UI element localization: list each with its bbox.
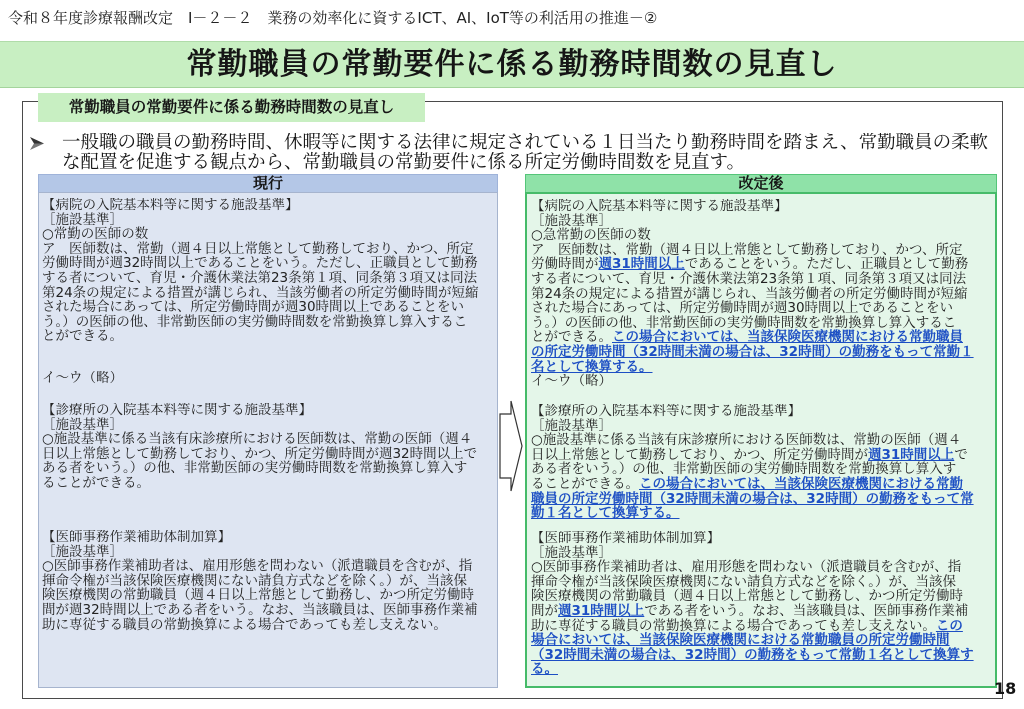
text-line: ある者をいう。）の他、非常勤医師の実労働時間数を常勤換算し算入す [531, 461, 957, 478]
text-line: ［施設基準］ [531, 417, 612, 434]
text-line: 助に専従する職員の常勤換算による場合であっても差し支えない。 [42, 616, 447, 633]
text-line: ○施設基準に係る当該有床診療所における医師数は、常勤の医師（週４ [42, 431, 473, 448]
text-line: ○医師事務作業補助者は、雇用形態を問わない（派遣職員を含むが、指 [531, 559, 962, 576]
text-line: 間が週32時間以上である者をいう。なお、当該職員は、医師事務作業補 [42, 601, 478, 618]
text-line: ア 医師数は、常勤（週４日以上常態として勤務しており、かつ、所定 [42, 240, 474, 257]
summary-text [62, 133, 1012, 173]
text-line: された場合にあっては、所定労働時間が週30時間以上であることをい [531, 300, 954, 317]
revised-highlight-text: 場合においては、当該保険医療機関における常勤職員の所定労働時間 [531, 632, 950, 649]
text-line [531, 330, 993, 345]
current-clerk-support-standards [42, 530, 495, 632]
text-line: 第24条の規定による措置が講じられ、当該労働者の所定労働時間が短縮 [42, 284, 479, 301]
revised-highlight-text: 週31時間以上 [598, 256, 685, 273]
text-line: 揮命令権が当該保険医療機関にない請負方式などを除く。）が、当該保 [531, 573, 956, 590]
text-line [531, 492, 993, 507]
text-line: ［施設基準］ [42, 416, 123, 433]
revised-highlight-text: （32時間未満の場合は、32時間）の勤務をもって常勤１名として換算す [531, 646, 974, 663]
text-line [531, 604, 993, 619]
text-line: ［施設基準］ [531, 212, 612, 229]
text-line: とができる。 [42, 328, 123, 344]
text-line: イ～ウ（略） [42, 371, 123, 386]
text-line: 険医療機関の常勤職員（週４日以上常態として勤務し、かつ所定労働時 [42, 587, 474, 604]
text-line: 険医療機関の常勤職員（週４日以上常態として勤務し、かつ所定労働時 [531, 588, 963, 605]
text-line: する者について、育児・介護休業法第23条第１項、同条第３項又は同法 [531, 270, 967, 287]
text-line: 揮命令権が当該保険医療機関にない請負方式などを除く。）が、当該保 [42, 572, 467, 589]
text-line: された場合にあっては、所定労働時間が週30時間以上であることをい [42, 299, 465, 316]
text-segment: 日以上常態として勤務しており、かつ、所定労働時間が [531, 446, 868, 463]
slide-header: 令和８年度診療報酬改定 Ⅰ－２－２ 業務の効率化に資するICT、AI、IoT等の利活用の推進－② [8, 9, 658, 27]
text-line: ○急常勤の医師の数 [531, 227, 651, 244]
text-segment: ることができる。 [531, 475, 639, 492]
text-line: 第24条の規定による措置が講じられ、当該労働者の所定労働時間が短縮 [531, 285, 968, 302]
current-hospital-standards [42, 198, 495, 344]
revised-highlight-text: この場合においては、当該保険医療機関における常勤 [639, 475, 963, 492]
revised-highlight-text: る。 [531, 661, 558, 677]
slide-title: 常勤職員の常勤要件に係る勤務時間数の見直し [186, 47, 838, 82]
text-line: 労働時間が週32時間以上であることをいう。ただし、正職員として勤務 [42, 255, 478, 272]
text-line: 【医師事務作業補助体制加算】 [531, 531, 720, 546]
text-segment: で [954, 446, 968, 463]
current-panel [38, 192, 498, 688]
current-clinic-standards [42, 403, 495, 491]
revised-highlight-text: 職員の所定労働時間（32時間未満の場合は、32時間）の勤務をもって常 [531, 490, 974, 507]
current-omitted-items [42, 371, 495, 386]
text-line [531, 619, 993, 634]
revised-clinic-standards [531, 404, 993, 521]
title-banner [0, 41, 1024, 88]
revised-clerk-support-standards [531, 531, 993, 677]
revised-hospital-standards [531, 199, 993, 389]
text-line: う。）の医師の他、非常勤医師の実労働時間数を常勤換算し算入するこ [531, 314, 957, 331]
text-line: ○医師事務作業補助者は、雇用形態を問わない（派遣職員を含むが、指 [42, 558, 473, 575]
text-line: 【病院の入院基本料等に関する施設基準】 [531, 199, 788, 214]
text-line: する者について、育児・介護休業法第23条第１項、同条第３項又は同法 [42, 269, 478, 286]
text-line: 【診療所の入院基本料等に関する施設基準】 [531, 404, 801, 419]
text-segment: 労働時間が [531, 256, 599, 273]
text-line: ることができる。 [42, 474, 150, 491]
text-line [531, 257, 993, 272]
text-line [531, 360, 993, 375]
revised-panel [525, 192, 997, 688]
revised-highlight-text: 週31時間以上 [867, 446, 955, 463]
text-segment: であることをいう。ただし、正職員として勤務 [684, 256, 969, 273]
revised-highlight-text: 勤１名として換算する。 [531, 505, 680, 521]
text-line [531, 633, 993, 648]
text-line: ア 医師数は、常勤（週４日以上常態として勤務しており、かつ、所定 [531, 241, 963, 258]
text-segment: とができる。 [531, 329, 612, 346]
text-line [531, 477, 993, 492]
text-segment: 間が [531, 602, 558, 619]
right-arrow-icon [499, 399, 523, 493]
text-line: 【医師事務作業補助体制加算】 [42, 530, 231, 545]
text-line [531, 662, 993, 677]
text-line: 日以上常態として勤務しており、かつ、所定労働時間が週32時間以上で [42, 445, 478, 462]
arrow-bullet-icon [29, 136, 45, 151]
revised-highlight-text: の所定労働時間（32時間未満の場合は、32時間）の勤務をもって常勤１ [531, 343, 974, 360]
text-line [531, 648, 993, 663]
text-line: 【病院の入院基本料等に関する施設基準】 [42, 198, 299, 213]
current-heading: 現行 [38, 174, 498, 193]
text-line: 一般職の職員の勤務時間、休暇等に関する法律に規定されている１日当たり勤務時間を踏まえ、常勤職員の柔軟 [62, 133, 989, 153]
page-number: 18 [994, 679, 1017, 698]
text-segment: 助に専従する職員の常勤換算による場合であっても差し支えない。 [531, 617, 936, 634]
text-line [531, 345, 993, 360]
text-line: 【診療所の入院基本料等に関する施設基準】 [42, 403, 312, 418]
text-line: ○施設基準に係る当該有床診療所における医師数は、常勤の医師（週４ [531, 432, 962, 449]
text-line: イ～ウ（略） [531, 373, 612, 389]
text-line [531, 506, 993, 521]
revised-heading: 改定後 [525, 174, 997, 193]
text-segment: である者をいう。なお、当該職員は、医師事務作業補 [644, 602, 969, 619]
revised-highlight-text: この [935, 617, 963, 634]
text-line: ○常勤の医師の数 [42, 226, 149, 243]
text-line: ［施設基準］ [42, 543, 123, 560]
section-label: 常勤職員の常勤要件に係る勤務時間数の見直し [38, 93, 425, 122]
text-line: ある者をいう。）の他、非常勤医師の実労働時間数を常勤換算し算入す [42, 460, 468, 477]
text-line: ［施設基準］ [42, 211, 123, 228]
revised-highlight-text: この場合においては、当該保険医療機関における常勤職員 [612, 329, 963, 346]
revised-highlight-text: 週31時間以上 [558, 602, 645, 619]
revised-highlight-text: 名として換算する。 [531, 358, 653, 375]
text-line: う。）の医師の他、非常勤医師の実労働時間数を常勤換算し算入するこ [42, 313, 468, 330]
text-line: な配置を促進する観点から、常勤職員の常勤要件に係る所定労働時間数を見直す。 [62, 152, 746, 173]
text-line: ［施設基準］ [531, 544, 612, 561]
